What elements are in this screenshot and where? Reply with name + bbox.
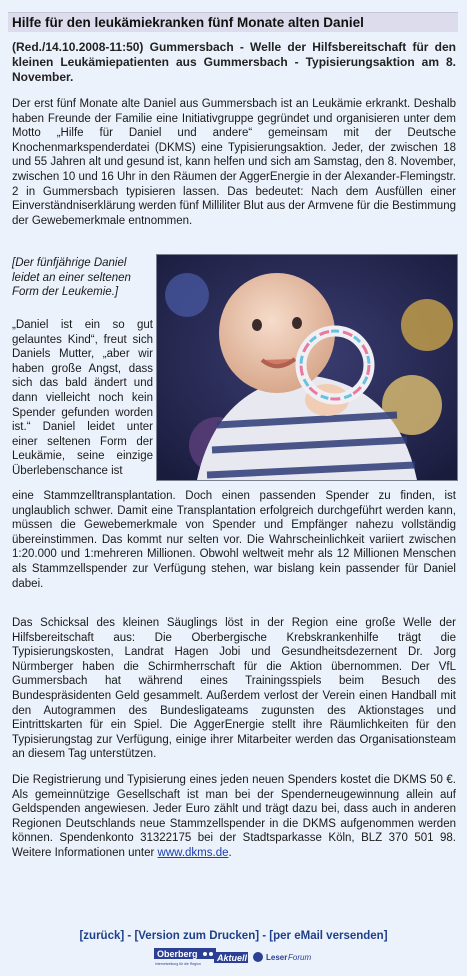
title-bar <box>8 12 458 32</box>
dkms-link[interactable]: www.dkms.de <box>157 846 229 859</box>
separator-2: - <box>259 930 270 942</box>
separator-1: - <box>124 930 135 942</box>
footer-links <box>0 930 467 942</box>
svg-text:Aktuell: Aktuell <box>217 953 248 963</box>
svg-text:Forum: Forum <box>288 953 312 962</box>
oberberg-aktuell-logo[interactable] <box>154 948 314 966</box>
paragraph-3: Das Schicksal des kleinen Säuglings löst in der Region eine große Welle der Hilfsbereitschaft aus: Die Oberbergische Krebskrankenhilfe trägt die Typisierungskosten, Landrat Hagen Jobi und Gesundheitsdezernent Dr. Jorg Nürmberger haben die Schirmherrschaft für die Aktion übernommen. Der VfL Gummersbach hat während eines Trainingsspiels beim Besuch des Bundespräsidenten Geld gesammelt. Außerdem verlost der Verein einen Handball mit den Autogrammen des Bundesligateams zugunsten des Aktionstages und Eintrittskarten für ein Spiel. Die AggerEnergie stellt ihre Räumlichkeiten für den Typisierungstag zur Verfügung, einige ihrer Mitarbeiter werden das Organisationsteam an diesem Tag unterstützen. <box>12 617 456 761</box>
quote-paragraph-narrow: „Daniel ist ein so gut gelauntes Kind“, freut sich Daniels Mutter, „aber wir haben große Angst, dass sich das bald ändert und dann vielleicht noch kein Spender gefunden worden ist.“ Daniel leidet unter einer seltenen Form der Leukämie, seine einzige Überlebenschance ist <box>12 319 153 477</box>
email-link[interactable]: [per eMail versenden] <box>269 930 388 942</box>
quote-paragraph-continued: eine Stammzelltransplantation. Doch einen passenden Spender zu finden, ist unglaublich schwer. Damit eine Transplantation erfolgreich durchgeführt werden kann, müssen die Gewebemerkmale von Spender und Empfänger nahezu vollständig übereinstimmen. Das kommt nur selten vor. Die Wahrscheinlichkeit variiert zwischen 1:20.000 und 1:mehreren Millionen. Obwohl weltweit mehr als 12 Millionen Menschen als Stammzellspender zur Verfügung stehen, war bislang kein passender für Daniel dabei. <box>12 490 456 590</box>
svg-text:Internetzeitung für die Region: Internetzeitung für die Region <box>155 962 201 966</box>
paragraph-4-text: Die Registrierung und Typisierung eines jeden neuen Spenders kostet die DKMS 50 €. Als gemeinnützige Gesellschaft ist man bei der Spenderneugewinnung allein auf Geldspenden angewiesen. Jeder Euro zählt und trägt dazu bei, dass auch in anderen Regionen Deutschlands neue Stammzellspender in die DKMS aufgenommen werden können. Spendenkonto 31322175 bei der Stadtsparkasse Köln, BLZ 370 501 98. Weitere Informationen unter <box>12 774 456 859</box>
photo-caption: [Der fünfjährige Daniel leidet an einer seltenen Form der Leukemie.] <box>12 257 131 299</box>
svg-text:Oberberg: Oberberg <box>157 949 198 959</box>
article-title: Hilfe für den leukämiekranken fünf Monate alten Daniel <box>12 15 364 30</box>
back-link[interactable]: [zurück] <box>79 930 125 942</box>
paragraph-4 <box>12 773 456 861</box>
baby-photo <box>156 254 458 481</box>
svg-text:Leser: Leser <box>266 953 288 962</box>
print-link[interactable]: [Version zum Drucken] <box>134 930 260 942</box>
article-lead: (Red./14.10.2008-11:50) Gummersbach - Welle der Hilfsbereitschaft für den kleinen Leukämiepatienten aus Gummersbach - Typisierungsaktion am 8. November. <box>12 40 456 84</box>
paragraph-4-end: . <box>228 846 232 859</box>
footer-logos <box>154 948 314 966</box>
paragraph-1: Der erst fünf Monate alte Daniel aus Gummersbach ist an Leukämie erkrankt. Deshalb haben Freunde der Familie eine Initiativgruppe gegründet und organisieren unter dem Motto „Hilfe für Daniel und andere“ gemeinsam mit der Deutsche Knochenmarkspenderdatei (DKMS) eine Typisierungsaktion. Jeder, der zwischen 18 und 55 Jahren alt und gesund ist, kann helfen und sich am Samstag, den 8. November, zwischen 10 und 16 Uhr in den Räumen der AggerEnergie in der Alexander-Flemingstr. 2 in Gummersbach typisieren lassen. Das bedeutet: Nach dem Ausfüllen einer Einverständniserklärung werden fünf Milliliter Blut aus der Armvene für die Bestimmung der Gewebemerkmale entnommen. <box>12 98 456 227</box>
